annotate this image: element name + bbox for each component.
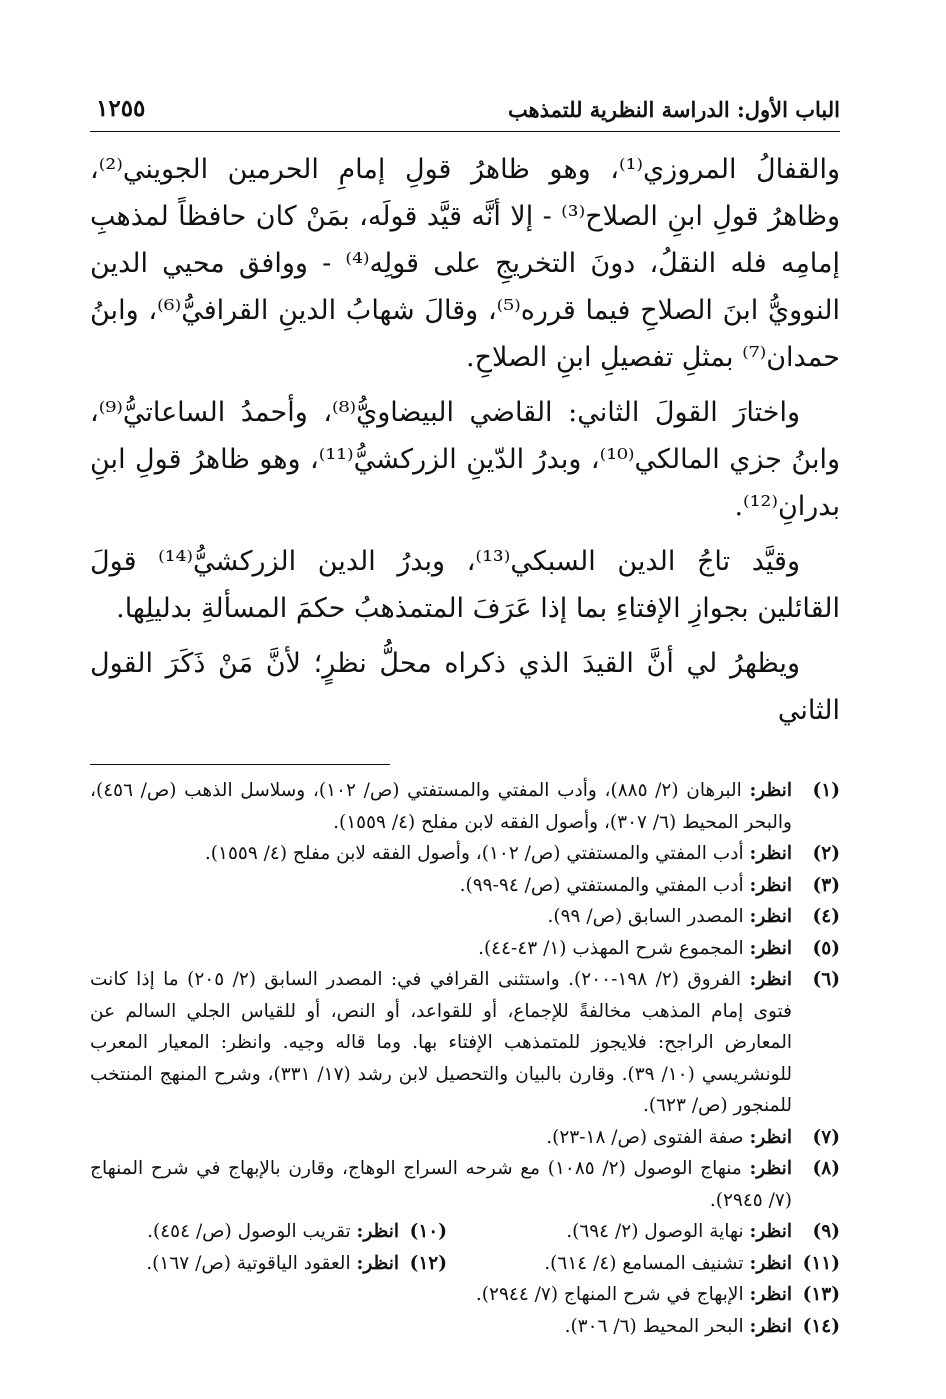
footnote-text: البرهان (٢/ ٨٨٥)، وأدب المفتي والمستفتي (ص/ ١٠٢)، وسلاسل الذهب (ص/ ٤٥٦)، والبحر المحيط (٦/ ٣٠٧)، وأصول الفقه لابن مفلح (٤/ ١٥٥٩). (90, 780, 792, 833)
footnote-number: (٨) (812, 1158, 840, 1179)
footnote-label: انظر: (749, 1221, 792, 1242)
footnote-pair (90, 1248, 840, 1280)
main-text (90, 146, 840, 734)
footnote-text: نهاية الوصول (٢/ ٦٩٤). (566, 1221, 744, 1242)
footnote-label: انظر: (749, 1158, 792, 1179)
footnote-text: البحر المحيط (٦/ ٣٠٦). (564, 1315, 744, 1337)
footnote-label: انظر: (749, 937, 792, 959)
footnote-text: الفروق (٢/ ١٩٨-٢٠٠). واستثنى القرافي في: المصدر السابق (٢/ ٢٠٥) ما إذا كانت فتوى إمام المذهب مخالفةً للإجماع، أو للقواعد، أو النص، أو للقياس الجلي السالم عن المعارض الراجح: فلايجوز للمتمذهب الإفتاء بها. وما قاله وجيه. وانظر: المعيار المعرب للونشريسي (١٠/ ٣٩). وقارن بالبيان والتحصيل لابن رشد (١٧/ ٣٣١)، وشرح المنهج المنتخب للمنجور (ص/ ٦٢٣). (90, 969, 792, 1116)
footnote-text: صفة الفتوى (ص/ ١٨-٢٣). (546, 1126, 744, 1148)
footnote-number: (١٠) (409, 1221, 447, 1242)
footnote-number: (٢) (812, 843, 840, 864)
footnote-number: (١١) (802, 1252, 840, 1274)
footnote-number: (٦) (812, 969, 840, 990)
page-number: ١٢٥٥ (96, 95, 146, 122)
footnote-text: أدب المفتي والمستفتي (ص/ ١٠٢)، وأصول الفقه لابن مفلح (٤/ ١٥٥٩). (204, 843, 744, 864)
footnote-number: (١٢) (409, 1252, 447, 1274)
footnote-label: انظر: (356, 1252, 399, 1274)
footnote-number: (١٤) (802, 1315, 840, 1337)
footnote-label: انظر: (749, 1126, 792, 1148)
footnotes (90, 775, 840, 1342)
footnote-number: (١) (812, 780, 840, 801)
paragraph: واختارَ القولَ الثاني: القاضي البيضاويُّ⁽⁸⁾، وأحمدُ الساعاتيُّ⁽⁹⁾، وابنُ جزي المالكي⁽¹⁰⁾، وبدرُ الدّينِ الزركشيُّ⁽¹¹⁾، وهو ظاهرُ قولِ ابنِ بدرانِ⁽¹²⁾. (90, 397, 840, 522)
footnote-number: (٣) (812, 874, 840, 896)
footnote (90, 1279, 840, 1311)
footnote-label: انظر: (749, 874, 792, 896)
chapter-title: الباب الأول: الدراسة النظرية للتمذهب (507, 97, 840, 122)
footnote-label: انظر: (749, 1284, 792, 1305)
footnote-separator (90, 764, 390, 765)
footnote-text: تشنيف المسامع (٤/ ٦١٤). (544, 1252, 744, 1274)
footnote (90, 1311, 840, 1343)
footnote (90, 933, 840, 965)
footnote-text: المصدر السابق (ص/ ٩٩). (547, 906, 744, 927)
footnote-pair (90, 1216, 840, 1248)
footnote-number: (٤) (812, 906, 840, 927)
footnote-number: (٩) (812, 1221, 840, 1242)
footnote (146, 1248, 447, 1280)
book-page (90, 95, 840, 1355)
footnote-label: انظر: (749, 780, 792, 801)
footnote-label: انظر: (749, 969, 792, 990)
footnote (447, 1248, 840, 1280)
footnote-number: (١٣) (802, 1284, 840, 1305)
footnote-text: منهاج الوصول (٢/ ١٠٨٥) مع شرحه السراج الوهاج، وقارن بالإبهاج في شرح المنهاج (٧/ ٢٩٤٥). (90, 1158, 792, 1211)
footnote-text: العقود الياقوتية (ص/ ١٦٧). (146, 1252, 351, 1274)
footnote (90, 838, 840, 870)
footnote (90, 901, 840, 933)
footnote-label: انظر: (749, 1315, 792, 1337)
footnote (90, 1153, 840, 1216)
paragraph: ويظهرُ لي أنَّ القيدَ الذي ذكراه محلُّ نظرٍ؛ لأنَّ مَنْ ذَكَرَ القول الثاني (90, 648, 840, 726)
running-header (90, 95, 840, 132)
footnote (90, 964, 840, 1122)
footnote-text: المجموع شرح المهذب (١/ ٤٣-٤٤). (478, 937, 744, 959)
footnote-label: انظر: (749, 906, 792, 927)
paragraph: وقيَّد تاجُ الدين السبكي⁽¹³⁾، وبدرُ الدين الزركشيُّ⁽¹⁴⁾ قولَ القائلين بجوازِ الإفتاءِ بما إذا عَرَفَ المتمذهبُ حكمَ المسألةِ بدليلِها. (90, 546, 840, 624)
footnote-label: انظر: (356, 1221, 399, 1242)
footnote-text: تقريب الوصول (ص/ ٤٥٤). (147, 1221, 351, 1242)
paragraph: والقفالُ المروزي⁽¹⁾، وهو ظاهرُ قولِ إمامِ الحرمين الجويني⁽²⁾، وظاهرُ قولِ ابنِ الصلاح⁽³⁾ - إلا أنَّه قيَّد قولَه، بمَنْ كان حافظاً لمذهبِ إمامِه فله النقلُ، دونَ التخريجِ على قولِه⁽⁴⁾ - ووافق محيي الدين النوويُّ ابنَ الصلاحِ فيما قرره⁽⁵⁾، وقالَ شهابُ الدينِ القرافيُّ⁽⁶⁾، وابنُ حمدان⁽⁷⁾ بمثلِ تفصيلِ ابنِ الصلاحِ. (90, 154, 840, 373)
footnote (90, 870, 840, 902)
footnote (447, 1216, 840, 1248)
footnote-number: (٥) (812, 937, 840, 959)
footnote-label: انظر: (749, 843, 792, 864)
footnote (90, 775, 840, 838)
footnote (147, 1216, 447, 1248)
footnote-number: (٧) (812, 1126, 840, 1148)
footnote-label: انظر: (749, 1252, 792, 1274)
footnote-text: أدب المفتي والمستفتي (ص/ ٩٤-٩٩). (459, 874, 744, 896)
footnote-text: الإبهاج في شرح المنهاج (٧/ ٢٩٤٤). (475, 1284, 744, 1305)
footnote (90, 1122, 840, 1154)
